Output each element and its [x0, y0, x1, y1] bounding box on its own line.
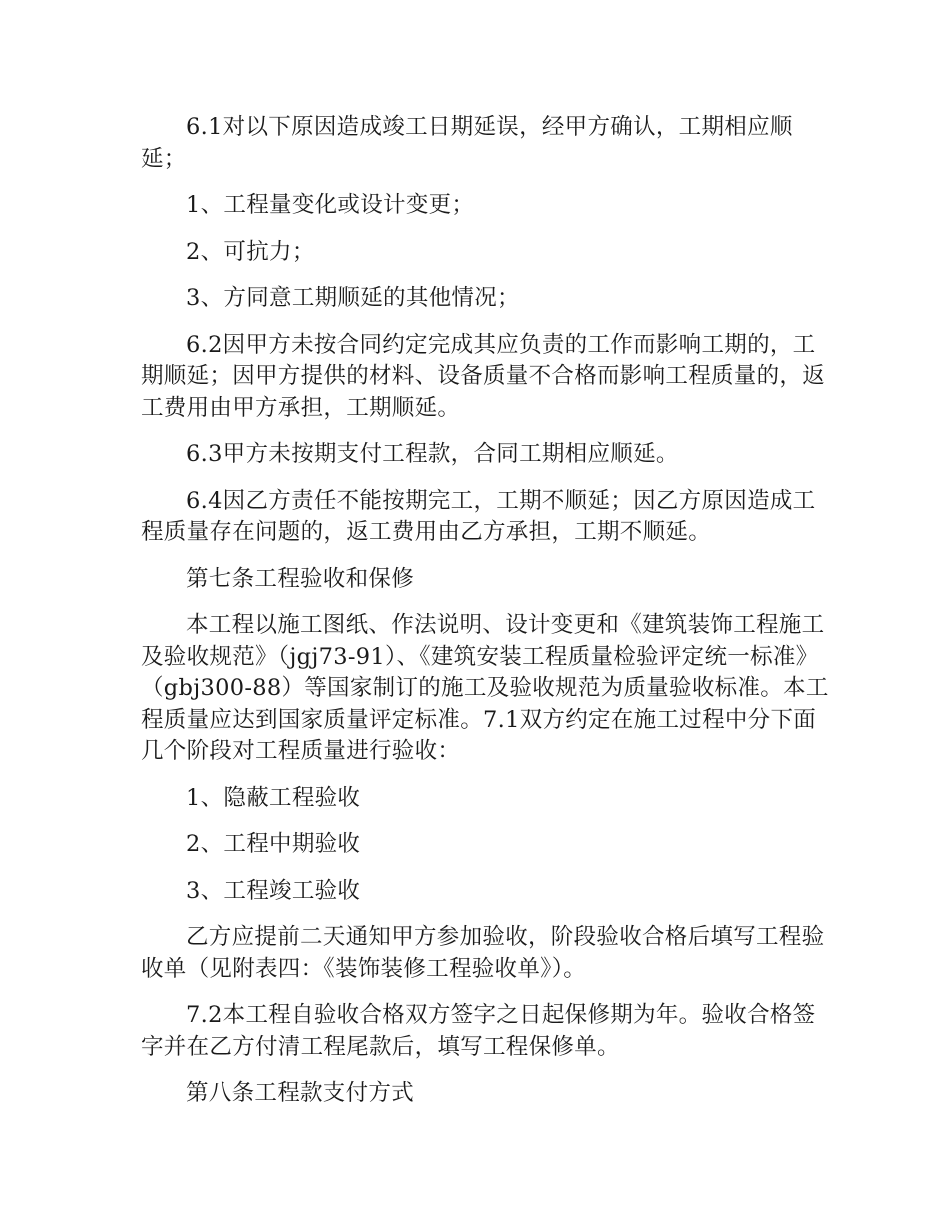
acceptance-notice-paragraph: 乙方应提前二天通知甲方参加验收，阶段验收合格后填写工程验收单（见附表四：《装饰装修工程验收单》）。 — [141, 924, 825, 982]
list-item: 1、隐蔽工程验收 — [186, 784, 361, 811]
list-item: 2、工程中期验收 — [186, 831, 361, 857]
list-item: 3、方同意工期顺延的其他情况； — [186, 285, 520, 311]
list-item: 1、工程量变化或设计变更； — [186, 192, 475, 218]
clause-6-2: 6.2因甲方未按合同约定完成其应负责的工作而影响工期的，工期顺延；因甲方提供的材料、设备质量不合格而影响工程质量的，返工费用由甲方承担，工期顺延。 — [141, 331, 826, 421]
list-item: 2、可抗力； — [186, 238, 315, 265]
acceptance-standard-paragraph: 本工程以施工图纸、作法说明、设计变更和《建筑装饰工程施工及验收规范》（jgj73-91）、《建筑安装工程质量检验评定统一标准》（gbj300-88）等国家制订的施工及验收规范为质量验收标准。本工程质量应达到国家质量评定标准。7.1双方约定在施工过程中分下面几个阶段对工程质量进行验收： — [141, 612, 829, 764]
clause-6-1: 6.1对以下原因造成竣工日期延误，经甲方确认，工期相应顺延； — [141, 114, 793, 172]
document-body — [141, 112, 831, 1125]
list-item: 3、工程竣工验收 — [186, 877, 361, 904]
clause-6-4: 6.4因乙方责任不能按期完工，工期不顺延；因乙方原因造成工程质量存在问题的，返工费用由乙方承担，工期不顺延。 — [141, 487, 816, 545]
clause-7-2: 7.2本工程自验收合格双方签字之日起保修期为年。验收合格签字并在乙方付清工程尾款后，填写工程保修单。 — [141, 1002, 816, 1060]
article-7-heading: 第七条工程验收和保修 — [186, 565, 415, 592]
article-8-heading: 第八条工程款支付方式 — [186, 1080, 415, 1106]
clause-6-3: 6.3甲方未按期支付工程款，合同工期相应顺延。 — [186, 441, 679, 467]
